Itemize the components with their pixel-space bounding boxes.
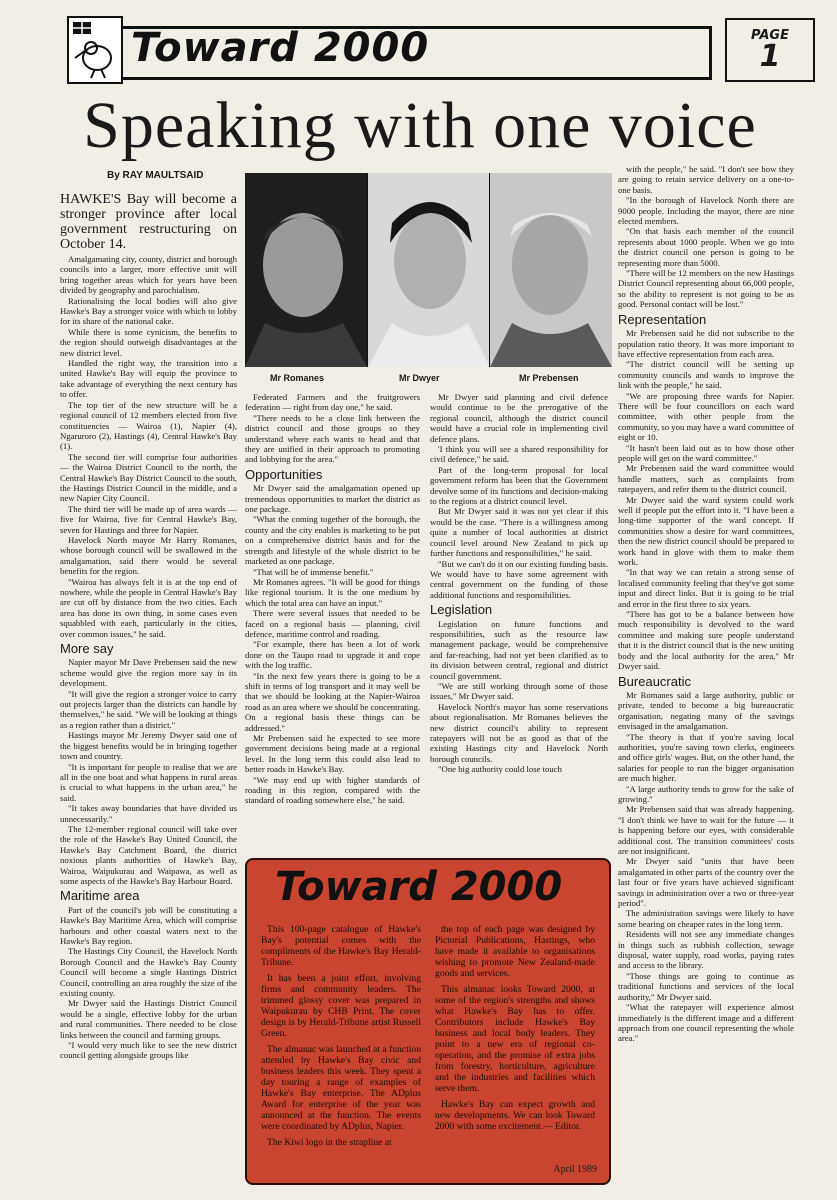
- page-label: PAGE: [751, 28, 789, 43]
- portrait-prebensen: [490, 173, 612, 367]
- paragraph-group: [245, 392, 420, 465]
- paragraph-group: [618, 690, 794, 1044]
- paragraph: "That will be of immense benefit.": [253, 566, 374, 577]
- masthead: [67, 16, 813, 82]
- paragraph-group: [245, 483, 420, 806]
- paragraph: "We are proposing three wards for Napier. There will be four councillors on each ward committee, with other people from the community, so you may have a ward committee of eight or 10.: [618, 390, 794, 443]
- paragraph: Mr Prebensen said that was already happening. "I don't think we have to wait for the future — it is happening before our eyes, with considerable additional cost. The transition committees' costs are not insignificant.: [618, 804, 794, 856]
- page-number-box: [725, 18, 815, 82]
- paragraph-group: [60, 657, 237, 886]
- photo-caption-romanes: Mr Romanes: [270, 373, 325, 383]
- paragraph: "In that way we can retain a strong sense of localised community feeling that they've got some input and direct links. But it is going to be trial and error in the first three to six years.: [618, 567, 794, 609]
- paragraph: Handled the right way, the transition into a united Hawke's Bay will equip the province to take advantage of everything the next century has to offer.: [60, 358, 237, 400]
- paragraph: "It is important for people to realise that we are all in the one boat and what happens in rural areas is crucial to what happens in the urban area," he said.: [60, 761, 237, 803]
- article-column-4: [618, 164, 794, 1186]
- toward-2000-info-box: [245, 858, 611, 1185]
- subheading-more-say: More say: [60, 641, 114, 657]
- paragraph: Part of the council's job will be constituting a Hawke's Bay Maritime Area, which will comprise harbours and other coastal waters next to the Hawke's Bay region.: [60, 904, 237, 946]
- paragraph: Federated Farmers and the fruitgrowers federation — right from day one," he said.: [245, 392, 420, 413]
- paragraph: There were several issues that needed to be faced on a regional basis — planning, civil defence, maritime control and roading.: [245, 608, 420, 639]
- paragraph: It has been a joint effort, involving firms and community leaders. The trimmed glossy cover was prepared in Waipukurau by CHB Print. The cover design is by Herald-Tribune artist Russell Green.: [261, 973, 421, 1039]
- paragraph: The Hastings City Council, the Havelock North Borough Council and the Hawke's Bay County Council will become a single Hastings District Council, controlling an area roughly the size of the existing county.: [60, 946, 237, 999]
- paragraph-group: [430, 392, 608, 600]
- paragraph: "What the coming together of the borough, the county and the city enables is marketing to be put on a comprehensive district basis and for the strength and lifestyle of the whole district to be marketed as one package.: [245, 514, 420, 567]
- article-column-3: [430, 392, 608, 852]
- paragraph-group: [261, 924, 421, 1148]
- subheading-legislation: Legislation: [430, 602, 493, 618]
- paragraph: Mr Prebensen said the ward committee would handle matters, such as complaints from ratepayers, and refer them to the district council.: [618, 463, 794, 495]
- headline: Speaking with one voice: [83, 89, 757, 162]
- paragraph: The second tier will comprise four authorities — the Wairoa District Council to the north, the Central Hawke's Bay District Council to the south, the Hastings District Council in the middle, and a new Napier City Council.: [60, 451, 237, 504]
- paragraph: "There needs to be a close link between the district council and those groups so they understand where each wants to head and that they are unified in their approach to promoting and lobbying for the area.": [245, 412, 420, 465]
- box-title: Toward 2000: [275, 864, 563, 910]
- portrait-dwyer: [368, 173, 491, 367]
- paragraph: "We may end up with higher standards of roading in this region, compared with the standard of roading somewhere else," he said.: [245, 774, 420, 806]
- article-column-1: [60, 192, 237, 1182]
- subheading-maritime-area: Maritime area: [60, 888, 140, 904]
- box-right-column: [435, 924, 595, 1159]
- paragraph-group: [435, 924, 595, 1132]
- paragraph: This 100-page catalogue of Hawke's Bay's potential comes with the compliments of the Hawke's Bay Herald-Tribune.: [261, 924, 421, 968]
- paragraph: Hawke's Bay can expect growth and new developments. We can look Toward 2000 with some excitement.— Editor.: [435, 1099, 595, 1132]
- photo-caption-prebensen: Mr Prebensen: [519, 373, 579, 383]
- kiwi-logo-icon: [67, 16, 123, 84]
- paragraph: Mr Dwyer said planning and civil defence would continue to be the prerogative of the regional council, although the district council would have a crucial role in implementing civil defence plans.: [430, 392, 608, 444]
- paragraph: "In the borough of Havelock North there are 9000 people. Including the mayor, there are nine elected members.: [618, 195, 794, 227]
- paragraph: This almanac looks Toward 2000, at some of the region's strengths and shows what Hawke's Bay has to offer. Contributors include Hawke's Bay business and local body leaders. They point to a new era of regional co-operation, and the promise of extra jobs from forestry, horticulture, agriculture and the industries and facilities which serve them.: [435, 984, 595, 1094]
- box-left-column: [261, 924, 421, 1159]
- article-column-2: [245, 392, 420, 852]
- paragraph: "It hasn't been laid out as to how those other people will get on the ward committee.": [618, 442, 794, 463]
- subheading-representation: Representation: [618, 311, 707, 327]
- paragraph: Havelock North's mayor has some reservations about regionalisation. Mr Romanes believes the new district council's ability to represent ratepayers will not be as good as that of the existing Hastings city and Havelock North borough councils.: [430, 701, 608, 764]
- paragraph: Napier mayor Mr Dave Prebensen said the new scheme would give the region more say in its development.: [60, 657, 237, 689]
- paragraph: "One big authority could lose touch: [438, 764, 562, 775]
- paragraph: Hastings mayor Mr Jeremy Dwyer said one of the biggest benefits would be in bringing together town and country.: [60, 730, 237, 762]
- portrait-photo-strip: [245, 173, 612, 367]
- paragraph: Havelock North mayor Mr Harry Romanes, whose borough council will be swallowed in the amalgamation, said there would be several benefits for the region.: [60, 534, 237, 577]
- paragraph: Mr Dwyer said the amalgamation opened up tremendous opportunities to market the district as one package.: [245, 483, 420, 515]
- paragraph: Mr Prebensen said he expected to see more government decisions being made at a regional level. In the long term this could also lead to better roads in Hawke's Bay.: [245, 733, 420, 775]
- paragraph-group: [618, 328, 794, 671]
- paragraph: The Kiwi logo in the strapline at: [267, 1137, 392, 1148]
- paragraph: Mr Romanes said a large authority, public or private, tended to become a big bureaucratic organisation, negating many of the savings envisaged in the amalgamation.: [618, 689, 794, 732]
- paragraph: Rationalising the local bodies will also give Hawke's Bay a stronger voice with which to lobby for its share of the national cake.: [60, 295, 237, 327]
- paragraph-group: [618, 164, 794, 310]
- portrait-romanes: [245, 173, 368, 367]
- paragraph: "There will be 12 members on the new Hastings District Council representing about 66,000 people, so the ability to represent is not going to be as good. Personal contact will be lost.": [618, 268, 794, 310]
- page-number: 1: [759, 39, 781, 74]
- paragraph: "I would very much like to see the new district council getting alongside groups like: [60, 1040, 237, 1061]
- paragraph: Residents will not see any immediate changes in things such as rubbish collection, sewage disposal, water supply, road works, paying rates and access to the library.: [618, 929, 794, 971]
- paragraph: While there is some cynicism, the benefits to the region should outweigh disadvantages at the new district level.: [60, 326, 237, 358]
- paragraph: Legislation on future functions and responsibilities, such as the resource law management package, would be comprehensive and far-reaching, had not yet been clarified as to its division between central, regional and district council government.: [430, 618, 608, 681]
- paragraph-group: [60, 254, 237, 639]
- paragraph: "The theory is that if you're saving local authorities, you're saving town clerks, engineers and office girls' wages. But, on the other hand, the salaries for people to run the bigger organisation are much higher.: [618, 731, 794, 784]
- box-date: April 1989: [553, 1164, 597, 1175]
- subheading-bureaucratic: Bureaucratic: [618, 673, 691, 689]
- paragraph: with the people," he said. "I don't see how they are going to retain service delivery on a one-to-one basis.: [618, 164, 794, 195]
- paragraph: Mr Dwyer said the ward system could work well if people put the effort into it. "I have been a long-time supporter of the ward concept. If communities show a desire for ward committees, then the new district council should be prepared to work hand in glove with them to make them work.: [618, 494, 794, 568]
- paragraph: "But we can't do it on our existing funding basis. We would have to have some agreement with central government on the funding of those additional functions and responsibilities.: [430, 558, 608, 600]
- paragraph: "What the ratepayer will experience almost immediately is the different image and a different approach from one council representing the whole area.": [618, 1002, 794, 1044]
- subheading-opportunities: Opportunities: [245, 466, 323, 482]
- paragraph: Part of the long-term proposal for local government reform has been that the Government devolve some of its functions and decision-making to the regions at a district council level.: [430, 464, 608, 507]
- paragraph-group: [430, 619, 608, 775]
- paragraph: "Wairoa has always felt it is at the top end of nowhere, while the people in Central Hawke's Bay are cut off by distance from the two cities. Each area has done its own thing, in some cases even squabbled with each, particularly in the cities, over common issues," he said.: [60, 576, 237, 639]
- masthead-title: Toward 2000: [131, 25, 430, 71]
- paragraph: The 12-member regional council will take over the role of the Hawke's Bay United Council, the Hawke's Bay Catchment Board, the district noxious plants authorities of Hawke's Bay, Wairoa, Waipukurau and Waipawa, as well as some aspects of the Hawke's Bay Harbour Board.: [60, 823, 237, 886]
- lede-paragraph: HAWKE'S Bay will become a stronger province after local government restructuring on October 14.: [60, 192, 237, 252]
- paragraph: The administration savings were likely to have some bearing on cheaper rates in the long term.: [618, 908, 794, 929]
- paragraph: Mr Dwyer said the Hastings District Council would be a single, effective lobby for the urban and rural communities. There needed to be close links between the council and farming groups.: [60, 998, 237, 1040]
- paragraph: Mr Prebensen said he did not subscribe to the population ratio theory. It was more important to have effective representation from each area.: [618, 328, 794, 359]
- paragraph-group: [60, 905, 237, 1061]
- paragraph: "It will give the region a stronger voice to carry out projects larger than the districts can handle by themselves," he said. "We will be looking at things as a region rather than a district.": [60, 688, 237, 730]
- paragraph: The top tier of the new structure will be a regional council of 12 members elected from five constituencies — Wairoa (1), Napier (4), Ngaruroro (2), Hastings (4), Central Hawke's Bay (1).: [60, 399, 237, 452]
- paragraph: "On that basis each member of the council represents about 1000 people. When we go into the district council one person is going to be representing more than 5000.: [618, 226, 794, 268]
- paragraph: The third tier will be made up of area wards — five for Wairoa, five for Central Hawke's Bay, seven for Hastings and three for Napier.: [60, 503, 237, 535]
- paragraph: the top of each page was designed by Pictorial Publications, Hastings, who have made it available to organisations wishing to promote New Zealand-made goods and services.: [435, 924, 595, 979]
- photo-caption-dwyer: Mr Dwyer: [399, 373, 440, 383]
- paragraph: Amalgamating city, county, district and borough councils into a larger, more effective unit will bring together areas which for years have been divided by geography and parochialism.: [60, 254, 237, 296]
- paragraph: But Mr Dwyer said it was not yet clear if this would be the case. "There is a willingness among quite a number of local authorities at district council level around New Zealand to pick up further functions and responsibilities," he said.: [430, 506, 608, 559]
- paragraph: "In the next few years there is going to be a shift in terms of log transport and it may well be that we should be looking at the Napier-Wairoa road as an area where we should be concentrating. On a regional basis these things can be addressed.": [245, 670, 420, 733]
- paragraph: "There has got to be a balance between how much responsibility is devolved to the ward committee and making sure people understand that it is the district council that is the new uniting body and the local authority for the area," Mr Dwyer said.: [618, 609, 794, 672]
- paragraph: "We are still working through some of those issues," Mr Dwyer said.: [430, 680, 608, 702]
- paragraph: Mr Dwyer said "units that have been amalgamated in other parts of the country over the last four or five years have achieved significant savings in administration over a two or three-year period".: [618, 856, 794, 909]
- masthead-banner: [121, 26, 712, 80]
- byline: By RAY MAULTSAID: [107, 170, 204, 181]
- paragraph: "Those things are going to continue as traditional functions and services of the local authority," Mr Dwyer said.: [618, 970, 794, 1002]
- paragraph: "A large authority tends to grow for the sake of growing.": [618, 783, 794, 804]
- paragraph: "The district council will be setting up community councils and wards to improve the link with the people," he said.: [618, 359, 794, 391]
- paragraph: 'I think you will see a shared responsibility for civil defence," he said.: [430, 444, 608, 465]
- paragraph: "For example, there has been a lot of work done on the Taupo road to upgrade it and cope with the log traffic.: [245, 639, 420, 671]
- paragraph: The almanac was launched at a function attended by Hawke's Bay civic and business leaders this week. They spent a day touring a range of examples of Hawke's Bay enterprise. The ADplus Award for enterprise of the year was announced at the function. The events were coordinated by ADplus, Napier.: [261, 1044, 421, 1132]
- paragraph: Mr Romanes agrees. "It will be good for things like regional tourism. It is the one medium by which the total area can have an input.": [245, 576, 420, 608]
- paragraph: "It takes away boundaries that have divided us unnecessarily.": [60, 803, 237, 824]
